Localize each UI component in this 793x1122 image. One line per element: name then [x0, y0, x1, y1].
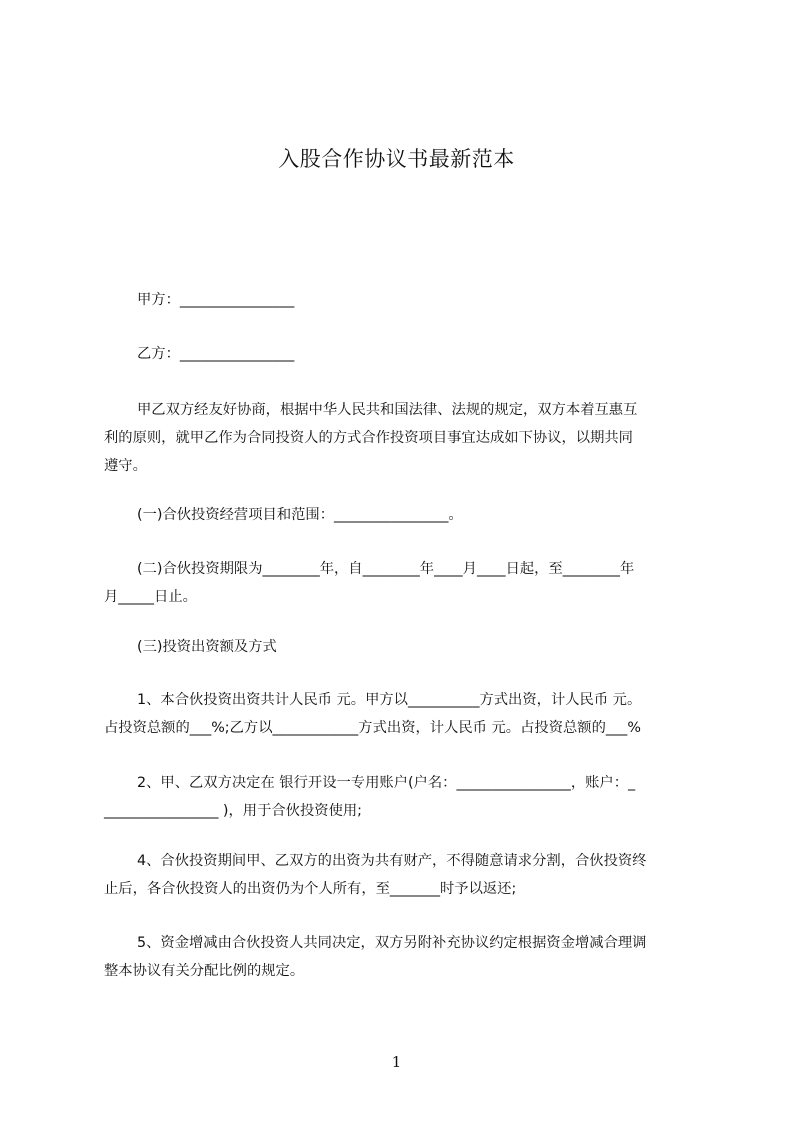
party-a-line: 甲方：________________ [137, 292, 295, 308]
item-2-line-2: ________________ )，用于合伙投资使用; [104, 803, 362, 819]
item-4 [104, 847, 710, 903]
clause-3: (三)投资出资额及方式 [137, 639, 277, 655]
item-1-line-2: 占投资总额的___%;乙方以____________方式出资，计人民币 元。占投资总额的___% [104, 720, 641, 736]
intro-paragraph [104, 396, 710, 480]
clause-1: (一)合伙投资经营项目和范围：________________。 [137, 507, 463, 523]
item-2 [104, 769, 710, 825]
item-5-line-1: 5、资金增减由合伙投资人共同决定，双方另附补充协议约定根据资金增减合理调 [137, 935, 647, 951]
clause-2-line-1: (二)合伙投资期限为________年，自________年____月____日起，至________年 [137, 561, 635, 577]
document-title: 入股合作协议书最新范本 [278, 147, 515, 171]
item-2-line-1: 2、甲、乙双方决定在 银行开设一专用账户(户名：________________，账户：_ [137, 775, 636, 791]
intro-line-3: 遵守。 [104, 458, 147, 474]
page-number: 1 [391, 1053, 402, 1071]
clause-2 [104, 555, 710, 611]
clause-2-line-2: 月_____日止。 [104, 589, 197, 605]
intro-line-2: 利的原则，就甲乙作为合同投资人的方式合作投资项目事宜达成如下协议，以期共同 [104, 430, 633, 446]
intro-line-1: 甲乙双方经友好协商，根据中华人民共和国法律、法规的规定，双方本着互惠互 [137, 402, 638, 418]
party-b-line: 乙方：________________ [137, 346, 295, 362]
item-1 [104, 686, 710, 742]
item-5 [104, 929, 710, 985]
item-4-line-2: 止后，各合伙投资人的出资仍为个人所有，至_______时予以返还; [104, 881, 517, 897]
item-1-line-1: 1、本合伙投资出资共计人民币 元。甲方以__________方式出资，计人民币 元。 [137, 692, 642, 708]
item-5-line-2: 整本协议有关分配比例的规定。 [104, 963, 305, 979]
item-4-line-1: 4、合伙投资期间甲、乙双方的出资为共有财产，不得随意请求分割，合伙投资终 [137, 853, 647, 869]
